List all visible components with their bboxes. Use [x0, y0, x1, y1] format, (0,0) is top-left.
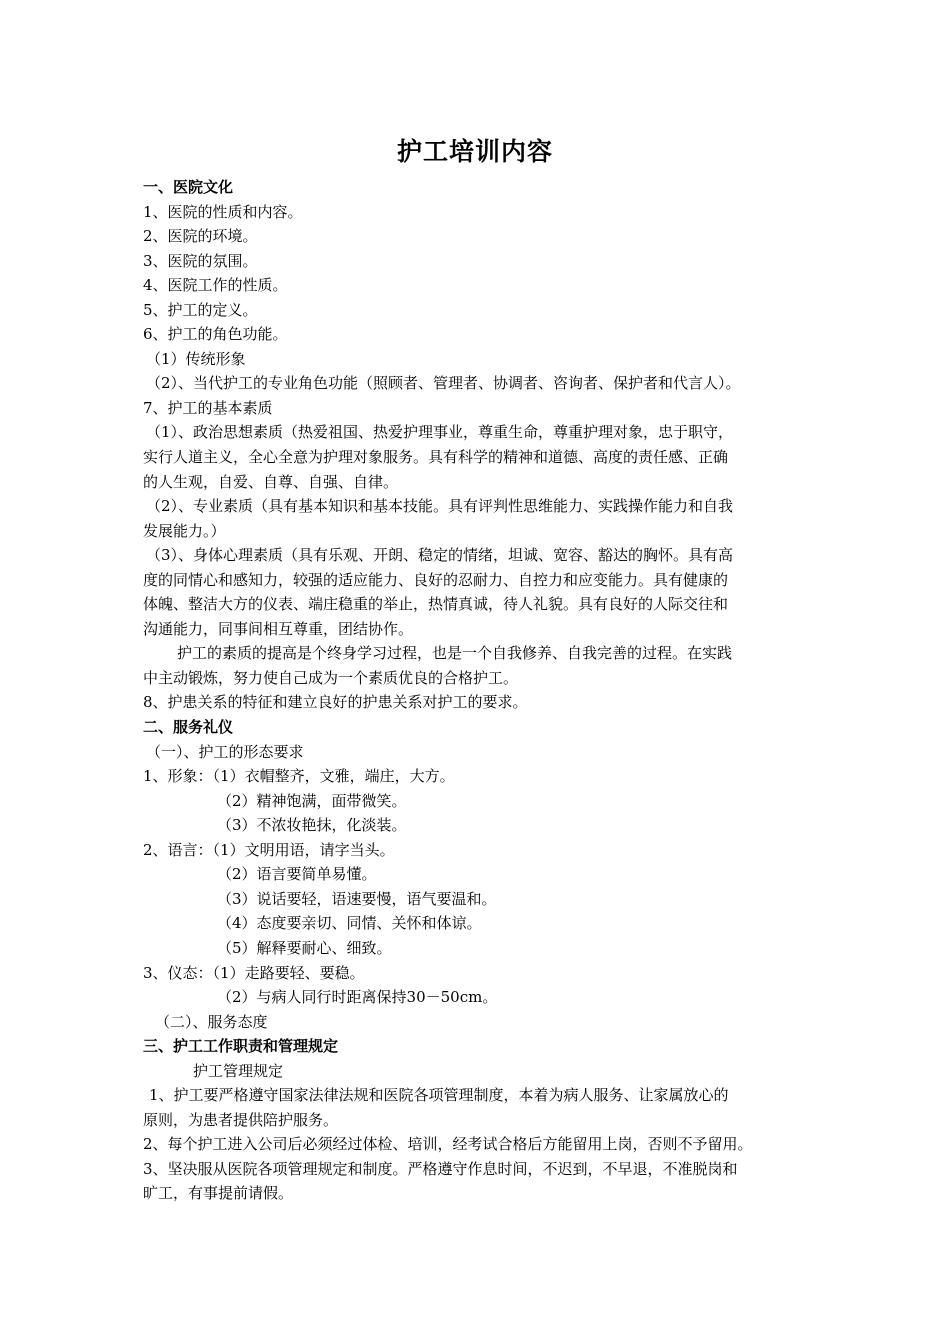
text-line: （2）、专业素质（具有基本知识和基本技能。具有评判性思维能力、实践操作能力和自我 — [146, 497, 734, 516]
text-line: 度的同情心和感知力，较强的适应能力、良好的忍耐力、自控力和应变能力。具有健康的 — [143, 570, 729, 589]
text-line: 2、语言：（1）文明用语，请字当头。 — [143, 840, 395, 859]
section-heading-hospital-culture: 一、医院文化 — [143, 178, 234, 196]
text-line: 2、医院的环境。 — [143, 227, 258, 246]
text-line: 的人生观，自爱、自尊、自强、自律。 — [143, 472, 399, 491]
text-line: （2）与病人同行时距离保持30－50cm。 — [217, 988, 498, 1007]
text-line: 3、仪态：（1）走路要轻、要稳。 — [143, 963, 365, 982]
text-line: （2）精神饱满，面带微笑。 — [217, 791, 407, 810]
text-line: （5）解释要耐心、细致。 — [217, 938, 392, 957]
text-line: 2、每个护工进入公司后必须经过体检、培训，经考试合格后方能留用上岗，否则不予留用。 — [143, 1135, 753, 1154]
text-line: 3、医院的氛围。 — [143, 251, 258, 270]
text-line: 8、护患关系的特征和建立良好的护患关系对护工的要求。 — [143, 693, 528, 712]
text-line: 护工的素质的提高是个终身学习过程，也是一个自我修养、自我完善的过程。在实践 — [177, 644, 733, 663]
text-line: （3）不浓妆艳抹，化淡装。 — [217, 816, 407, 835]
text-line: 1、形象：（1）衣帽整齐，文雅，端庄，大方。 — [143, 767, 455, 786]
text-line: 发展能力。） — [143, 521, 226, 540]
text-line: （二）、服务态度 — [155, 1012, 268, 1031]
text-line: 6、护工的角色功能。 — [143, 325, 288, 344]
text-line: （2）语言要简单易懂。 — [217, 865, 377, 884]
text-line: （1）、政治思想素质（热爱祖国、热爱护理事业，尊重生命，尊重护理对象，忠于职守， — [146, 423, 734, 442]
text-line: 体魄、整洁大方的仪表、端庄稳重的举止，热情真诚，待人礼貌。具有良好的人际交往和 — [143, 595, 729, 614]
text-line: 7、护工的基本素质 — [143, 398, 273, 417]
text-line: （3）、身体心理素质（具有乐观、开朗、稳定的情绪，坦诚、宽容、豁达的胸怀。具有高 — [146, 546, 734, 565]
text-line: 沟通能力，同事间相互尊重，团结协作。 — [143, 619, 414, 638]
text-line: （一）、护工的形态要求 — [146, 742, 304, 761]
section-heading-duties-and-rules: 三、护工工作职责和管理规定 — [143, 1037, 339, 1056]
text-line: （1）传统形象 — [146, 349, 246, 368]
text-line: 1、医院的性质和内容。 — [143, 202, 303, 221]
text-line: （2）、当代护工的专业角色功能（照顾者、管理者、协调者、咨询者、保护者和代言人）。 — [146, 374, 741, 393]
text-line: 3、坚决服从医院各项管理规定和制度。严格遵守作息时间，不迟到，不早退，不准脱岗和 — [143, 1159, 738, 1178]
document-body — [143, 175, 833, 1206]
text-line: （3）说话要轻，语速要慢，语气要温和。 — [217, 889, 497, 908]
text-line: 1、护工要严格遵守国家法律法规和医院各项管理制度，本着为病人服务、让家属放心的 — [149, 1086, 729, 1105]
text-line: 原则，为患者提供陪护服务。 — [143, 1110, 339, 1129]
text-line: 实行人道主义，全心全意为护理对象服务。具有科学的精神和道德、高度的责任感、正确 — [143, 448, 729, 467]
text-line: 旷工，有事提前请假。 — [143, 1184, 294, 1203]
text-line: 护工管理规定 — [193, 1061, 284, 1080]
section-heading-service-etiquette: 二、服务礼仪 — [143, 718, 234, 737]
text-line: 4、医院工作的性质。 — [143, 276, 288, 295]
text-line: 5、护工的定义。 — [143, 300, 258, 319]
text-line: （4）态度要亲切、同情、关怀和体谅。 — [217, 914, 482, 933]
document-title: 护工培训内容 — [396, 137, 553, 166]
text-line: 中主动锻炼，努力使自己成为一个素质优良的合格护工。 — [143, 668, 519, 687]
